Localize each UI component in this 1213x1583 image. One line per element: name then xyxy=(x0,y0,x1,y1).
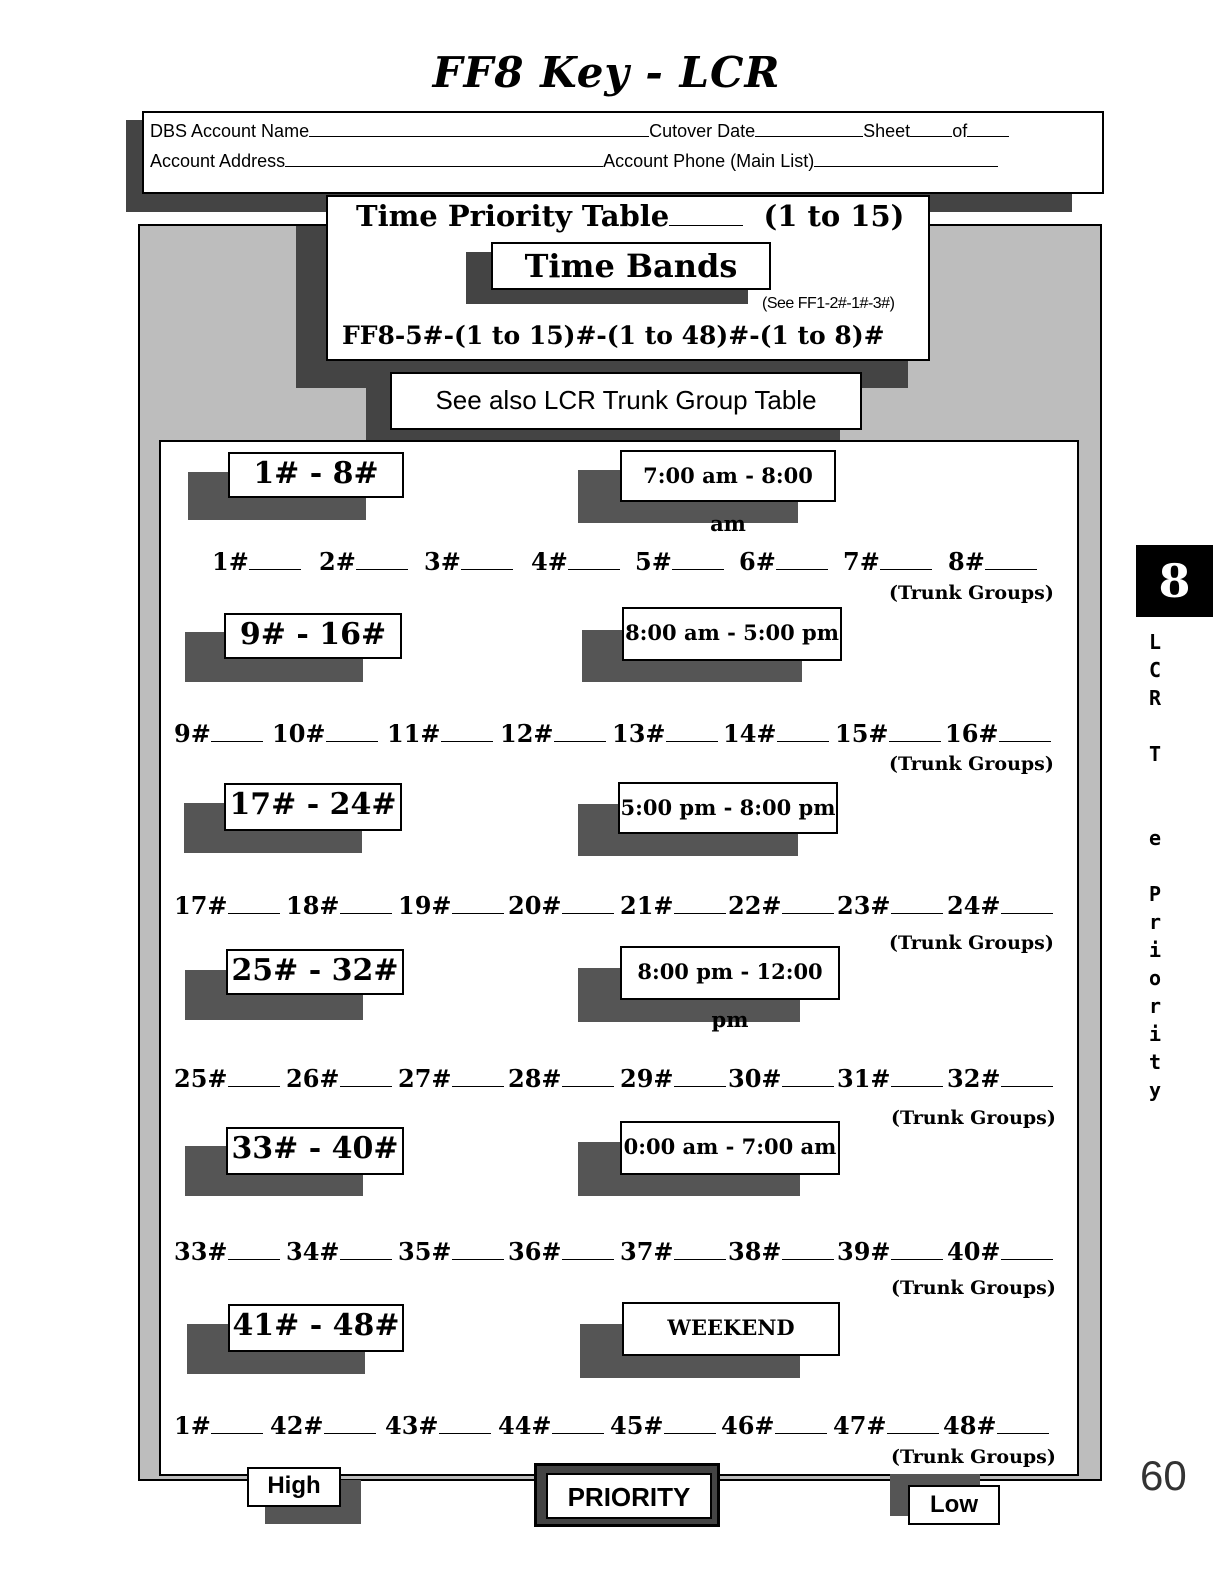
trunk-row xyxy=(174,719,1074,748)
trunk-field[interactable] xyxy=(452,1076,504,1087)
trunk-field[interactable] xyxy=(1001,903,1053,914)
range-box: 25# - 32# xyxy=(226,949,404,995)
priority-table-range: (1 to 15) xyxy=(763,199,905,233)
trunk-groups-label: (Trunk Groups) xyxy=(891,1107,1056,1129)
trunk-label: 17# xyxy=(174,891,228,920)
trunk-field[interactable] xyxy=(666,731,718,742)
trunk-groups-label: (Trunk Groups) xyxy=(891,1277,1056,1299)
trunk-row xyxy=(174,1411,1074,1440)
trunk-field[interactable] xyxy=(880,559,932,570)
trunk-label: 35# xyxy=(398,1237,452,1266)
of-field[interactable] xyxy=(967,122,1009,137)
trunk-label: 1# xyxy=(174,1411,211,1440)
trunk-label: 10# xyxy=(272,719,326,748)
side-tab-letter: r xyxy=(1149,910,1162,934)
trunk-row xyxy=(174,1237,1074,1266)
range-box: 33# - 40# xyxy=(226,1127,404,1175)
range-box: 1# - 8# xyxy=(228,452,404,498)
trunk-field[interactable] xyxy=(228,1249,280,1260)
trunk-label: 24# xyxy=(947,891,1001,920)
side-tab-letter: R xyxy=(1149,686,1162,710)
trunk-field[interactable] xyxy=(891,1249,943,1260)
trunk-label: 27# xyxy=(398,1064,452,1093)
trunk-field[interactable] xyxy=(672,559,724,570)
trunk-field[interactable] xyxy=(211,1423,263,1434)
trunk-label: 15# xyxy=(835,719,889,748)
side-tab-letter: T xyxy=(1149,742,1162,766)
trunk-label: 45# xyxy=(610,1411,664,1440)
of-label: of xyxy=(952,121,968,141)
trunk-field[interactable] xyxy=(562,1076,614,1087)
cutover-date-label: Cutover Date xyxy=(649,121,756,141)
trunk-label: 44# xyxy=(498,1411,552,1440)
time-band-box: 7:00 am - 8:00 am xyxy=(620,450,836,502)
range-box: 9# - 16# xyxy=(224,613,402,659)
trunk-field[interactable] xyxy=(674,1076,726,1087)
trunk-label: 8# xyxy=(948,547,985,576)
trunk-field[interactable] xyxy=(452,1249,504,1260)
trunk-label: 33# xyxy=(174,1237,228,1266)
side-tab-letter: r xyxy=(1149,994,1162,1018)
trunk-label: 3# xyxy=(424,547,461,576)
trunk-label: 39# xyxy=(837,1237,891,1266)
trunk-groups-label: (Trunk Groups) xyxy=(889,753,1054,775)
trunk-field[interactable] xyxy=(674,903,726,914)
trunk-field[interactable] xyxy=(782,1249,834,1260)
time-band-box: 8:00 am - 5:00 pm xyxy=(622,607,842,661)
trunk-field[interactable] xyxy=(985,559,1037,570)
trunk-row xyxy=(212,547,1112,576)
trunk-label: 48# xyxy=(943,1411,997,1440)
time-band-box: 0:00 am - 7:00 am xyxy=(620,1121,840,1175)
side-tab-letter: t xyxy=(1149,1050,1162,1074)
trunk-label: 26# xyxy=(286,1064,340,1093)
side-tab-letter: o xyxy=(1149,966,1162,990)
side-tab-letter: y xyxy=(1149,1078,1162,1102)
range-box: 41# - 48# xyxy=(228,1304,404,1352)
trunk-label: 7# xyxy=(843,547,880,576)
trunk-label: 30# xyxy=(728,1064,782,1093)
trunk-field[interactable] xyxy=(228,1076,280,1087)
priority-label: PRIORITY xyxy=(546,1473,712,1519)
trunk-field[interactable] xyxy=(441,731,493,742)
trunk-label: 18# xyxy=(286,891,340,920)
time-band-box: 8:00 pm - 12:00 pm xyxy=(620,946,840,1000)
time-bands-label: Time Bands xyxy=(491,242,771,290)
trunk-label: 36# xyxy=(508,1237,562,1266)
account-phone-label: Account Phone (Main List) xyxy=(603,151,815,171)
low-label: Low xyxy=(908,1485,1000,1525)
trunk-field[interactable] xyxy=(1001,1076,1053,1087)
page-title: FF8 Key - LCR xyxy=(432,48,781,97)
trunk-label: 9# xyxy=(174,719,211,748)
trunk-field[interactable] xyxy=(452,903,504,914)
trunk-field[interactable] xyxy=(326,731,378,742)
time-bands-see-note: (See FF1-2#-1#-3#) xyxy=(762,295,895,312)
priority-command: FF8-5#-(1 to 15)#-(1 to 48)#-(1 to 8)# xyxy=(342,321,885,350)
trunk-label: 42# xyxy=(270,1411,324,1440)
section-tab: 8 xyxy=(1136,545,1213,617)
trunk-field[interactable] xyxy=(562,1249,614,1260)
side-tab-letter: e xyxy=(1149,826,1162,850)
trunk-label: 13# xyxy=(612,719,666,748)
side-tab-letter: i xyxy=(1149,1022,1162,1046)
priority-table-title: Time Priority Table xyxy=(356,199,670,233)
trunk-label: 14# xyxy=(723,719,777,748)
trunk-field[interactable] xyxy=(782,903,834,914)
trunk-row xyxy=(174,891,1074,920)
trunk-field[interactable] xyxy=(776,559,828,570)
trunk-field[interactable] xyxy=(324,1423,376,1434)
side-tab-letter: P xyxy=(1149,882,1162,906)
trunk-label: 34# xyxy=(286,1237,340,1266)
trunk-label: 28# xyxy=(508,1064,562,1093)
account-phone-field[interactable] xyxy=(814,152,998,167)
trunk-label: 12# xyxy=(500,719,554,748)
trunk-label: 16# xyxy=(945,719,999,748)
page-number: 60 xyxy=(1140,1452,1187,1499)
trunk-label: 20# xyxy=(508,891,562,920)
trunk-field[interactable] xyxy=(356,559,408,570)
trunk-field[interactable] xyxy=(674,1249,726,1260)
trunk-field[interactable] xyxy=(889,731,941,742)
trunk-field[interactable] xyxy=(997,1423,1049,1434)
trunk-field[interactable] xyxy=(775,1423,827,1434)
side-tab-letter: C xyxy=(1149,658,1162,682)
trunk-field[interactable] xyxy=(999,731,1051,742)
account-info-box xyxy=(142,111,1104,194)
trunk-groups-label: (Trunk Groups) xyxy=(889,582,1054,604)
trunk-field[interactable] xyxy=(228,903,280,914)
trunk-label: 23# xyxy=(837,891,891,920)
trunk-label: 46# xyxy=(721,1411,775,1440)
trunk-label: 31# xyxy=(837,1064,891,1093)
trunk-row xyxy=(174,1064,1074,1093)
time-band-box: 5:00 pm - 8:00 pm xyxy=(618,782,838,834)
trunk-field[interactable] xyxy=(461,559,513,570)
trunk-label: 21# xyxy=(620,891,674,920)
trunk-field[interactable] xyxy=(340,1249,392,1260)
trunk-label: 2# xyxy=(319,547,356,576)
trunk-label: 25# xyxy=(174,1064,228,1093)
trunk-label: 29# xyxy=(620,1064,674,1093)
account-name-label: DBS Account Name xyxy=(150,121,310,141)
side-tab-letter: L xyxy=(1149,630,1162,654)
trunk-label: 5# xyxy=(635,547,672,576)
see-also-note: See also LCR Trunk Group Table xyxy=(390,372,862,430)
trunk-label: 11# xyxy=(387,719,441,748)
trunk-field[interactable] xyxy=(340,1076,392,1087)
range-box: 17# - 24# xyxy=(224,783,402,831)
trunk-field[interactable] xyxy=(887,1423,939,1434)
account-address-label: Account Address xyxy=(150,151,286,171)
side-tab-letter: i xyxy=(1149,938,1162,962)
trunk-label: 38# xyxy=(728,1237,782,1266)
high-label: High xyxy=(247,1467,341,1507)
trunk-label: 4# xyxy=(531,547,568,576)
account-name-field[interactable] xyxy=(309,122,649,137)
trunk-field[interactable] xyxy=(562,903,614,914)
trunk-label: 40# xyxy=(947,1237,1001,1266)
trunk-label: 47# xyxy=(833,1411,887,1440)
account-address-field[interactable] xyxy=(285,152,603,167)
trunk-field[interactable] xyxy=(777,731,829,742)
trunk-field[interactable] xyxy=(664,1423,716,1434)
trunk-label: 37# xyxy=(620,1237,674,1266)
trunk-label: 32# xyxy=(947,1064,1001,1093)
trunk-field[interactable] xyxy=(340,903,392,914)
trunk-groups-label: (Trunk Groups) xyxy=(889,932,1054,954)
trunk-label: 6# xyxy=(739,547,776,576)
sheet-label: Sheet xyxy=(863,121,911,141)
time-band-box: WEEKEND xyxy=(622,1302,840,1356)
priority-table-field[interactable] xyxy=(669,205,743,226)
trunk-label: 19# xyxy=(398,891,452,920)
trunk-field[interactable] xyxy=(782,1076,834,1087)
trunk-field[interactable] xyxy=(211,731,263,742)
trunk-field[interactable] xyxy=(439,1423,491,1434)
trunk-label: 1# xyxy=(212,547,249,576)
trunk-field[interactable] xyxy=(891,903,943,914)
trunk-field[interactable] xyxy=(1001,1249,1053,1260)
trunk-field[interactable] xyxy=(568,559,620,570)
trunk-label: 43# xyxy=(385,1411,439,1440)
trunk-groups-label: (Trunk Groups) xyxy=(891,1446,1056,1468)
trunk-label: 22# xyxy=(728,891,782,920)
trunk-field[interactable] xyxy=(552,1423,604,1434)
trunk-field[interactable] xyxy=(554,731,606,742)
sheet-field[interactable] xyxy=(910,122,952,137)
cutover-date-field[interactable] xyxy=(755,122,863,137)
trunk-field[interactable] xyxy=(249,559,301,570)
trunk-field[interactable] xyxy=(891,1076,943,1087)
